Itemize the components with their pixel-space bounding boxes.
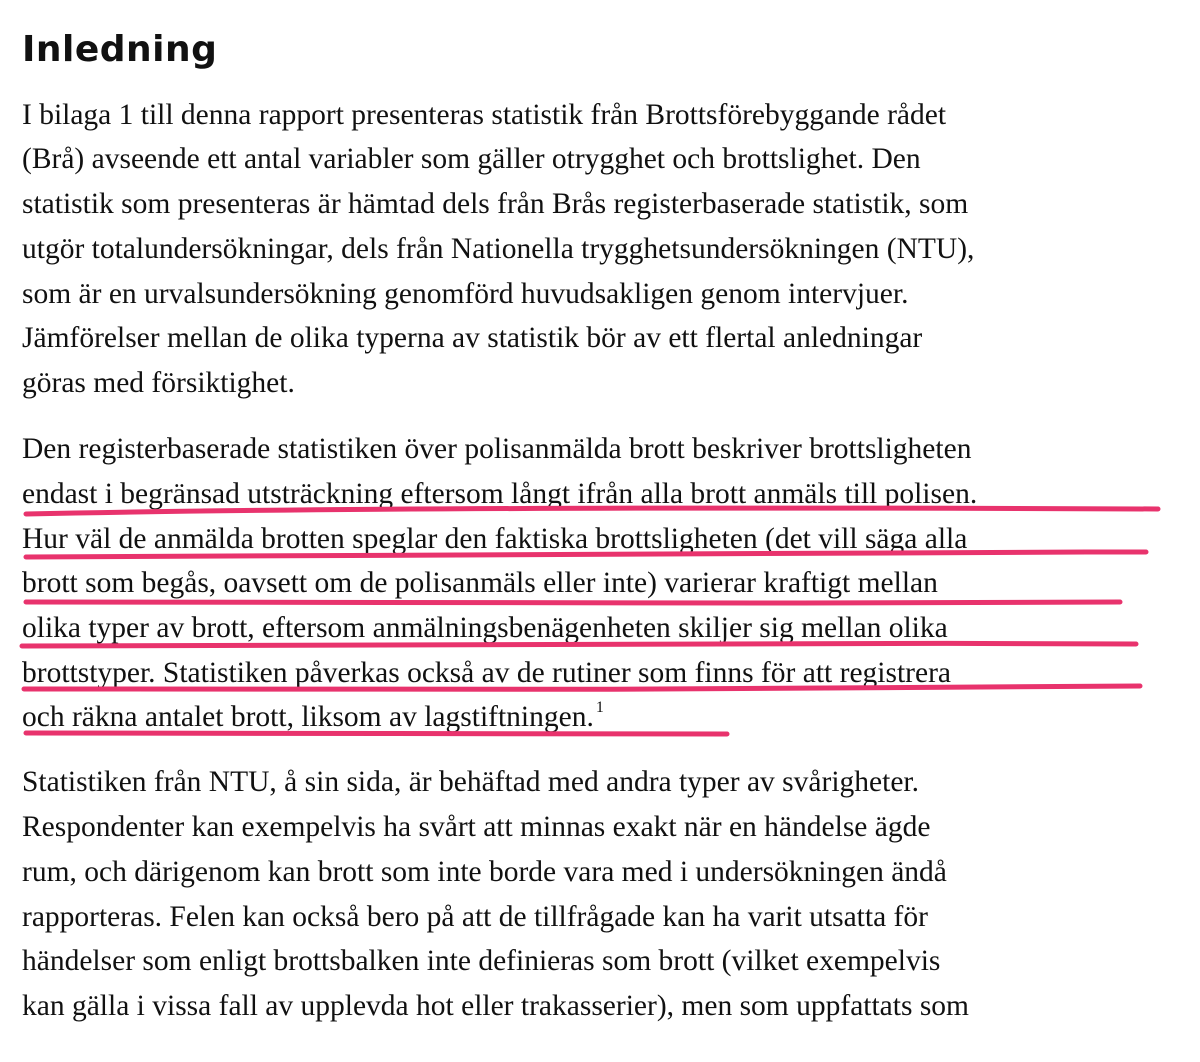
underline-3 xyxy=(26,602,1120,603)
p1-line-5: som är en urvalsundersökning genomförd huvudsakligen genom intervjuer. xyxy=(22,278,909,310)
p2-line-1: Den registerbaserade statistiken över polisanmälda brott beskriver brottsligheten xyxy=(22,433,972,465)
p1-line-6: Jämförelser mellan de olika typerna av statistik bör av ett flertal anledningar xyxy=(22,322,923,354)
p3-line-5: händelser som enligt brottsbalken inte definieras som brott (vilket exempelvis xyxy=(22,945,941,977)
p1-line-4: utgör totalundersökningar, dels från Nationella trygghetsundersökningen (NTU), xyxy=(22,233,975,265)
p1-line-3: statistik som presenteras är hämtad dels från Brås registerbaserade statistik, som xyxy=(22,188,969,220)
footnote-ref[interactable]: 1 xyxy=(595,699,604,716)
p2-line-4: brott som begås, oavsett om de polisanmäls eller inte) varierar kraftigt mellan xyxy=(22,567,938,599)
p2-line-3: Hur väl de anmälda brotten speglar den faktiska brottsligheten (det vill säga alla xyxy=(22,523,968,555)
p2-line-6: brottstyper. Statistiken påverkas också av de rutiner som finns för att registrera xyxy=(22,657,951,689)
p2-line-5: olika typer av brott, eftersom anmälningsbenägenheten skiljer sig mellan olika xyxy=(22,612,948,644)
p2-line-2: endast i begränsad utsträckning eftersom långt ifrån alla brott anmäls till polisen. xyxy=(22,478,978,510)
p1-line-1: I bilaga 1 till denna rapport presenteras statistik från Brottsförebyggande rådet xyxy=(22,99,947,131)
p3-line-2: Respondenter kan exempelvis ha svårt att minnas exakt när en händelse ägde xyxy=(22,811,931,843)
underline-6 xyxy=(26,733,727,734)
p3-line-4: rapporteras. Felen kan också bero på att de tillfrågade kan ha varit utsatta för xyxy=(22,901,928,933)
p2-line-7-text: och räkna antalet brott, liksom av lagstiftningen. xyxy=(22,701,594,733)
heading: Inledning xyxy=(22,29,218,70)
p1-line-2: (Brå) avseende ett antal variabler som gäller otrygghet och brottslighet. Den xyxy=(22,143,921,175)
p3-line-6: kan gälla i vissa fall av upplevda hot eller trakasserier), men som uppfattats som xyxy=(22,990,969,1022)
p1-line-7: göras med försiktighet. xyxy=(22,367,295,399)
p3-line-1: Statistiken från NTU, å sin sida, är behäftad med andra typer av svårigheter. xyxy=(22,766,919,798)
p3-line-3: rum, och därigenom kan brott som inte borde vara med i undersökningen ändå xyxy=(22,856,947,888)
p2-line-7 xyxy=(22,699,604,733)
